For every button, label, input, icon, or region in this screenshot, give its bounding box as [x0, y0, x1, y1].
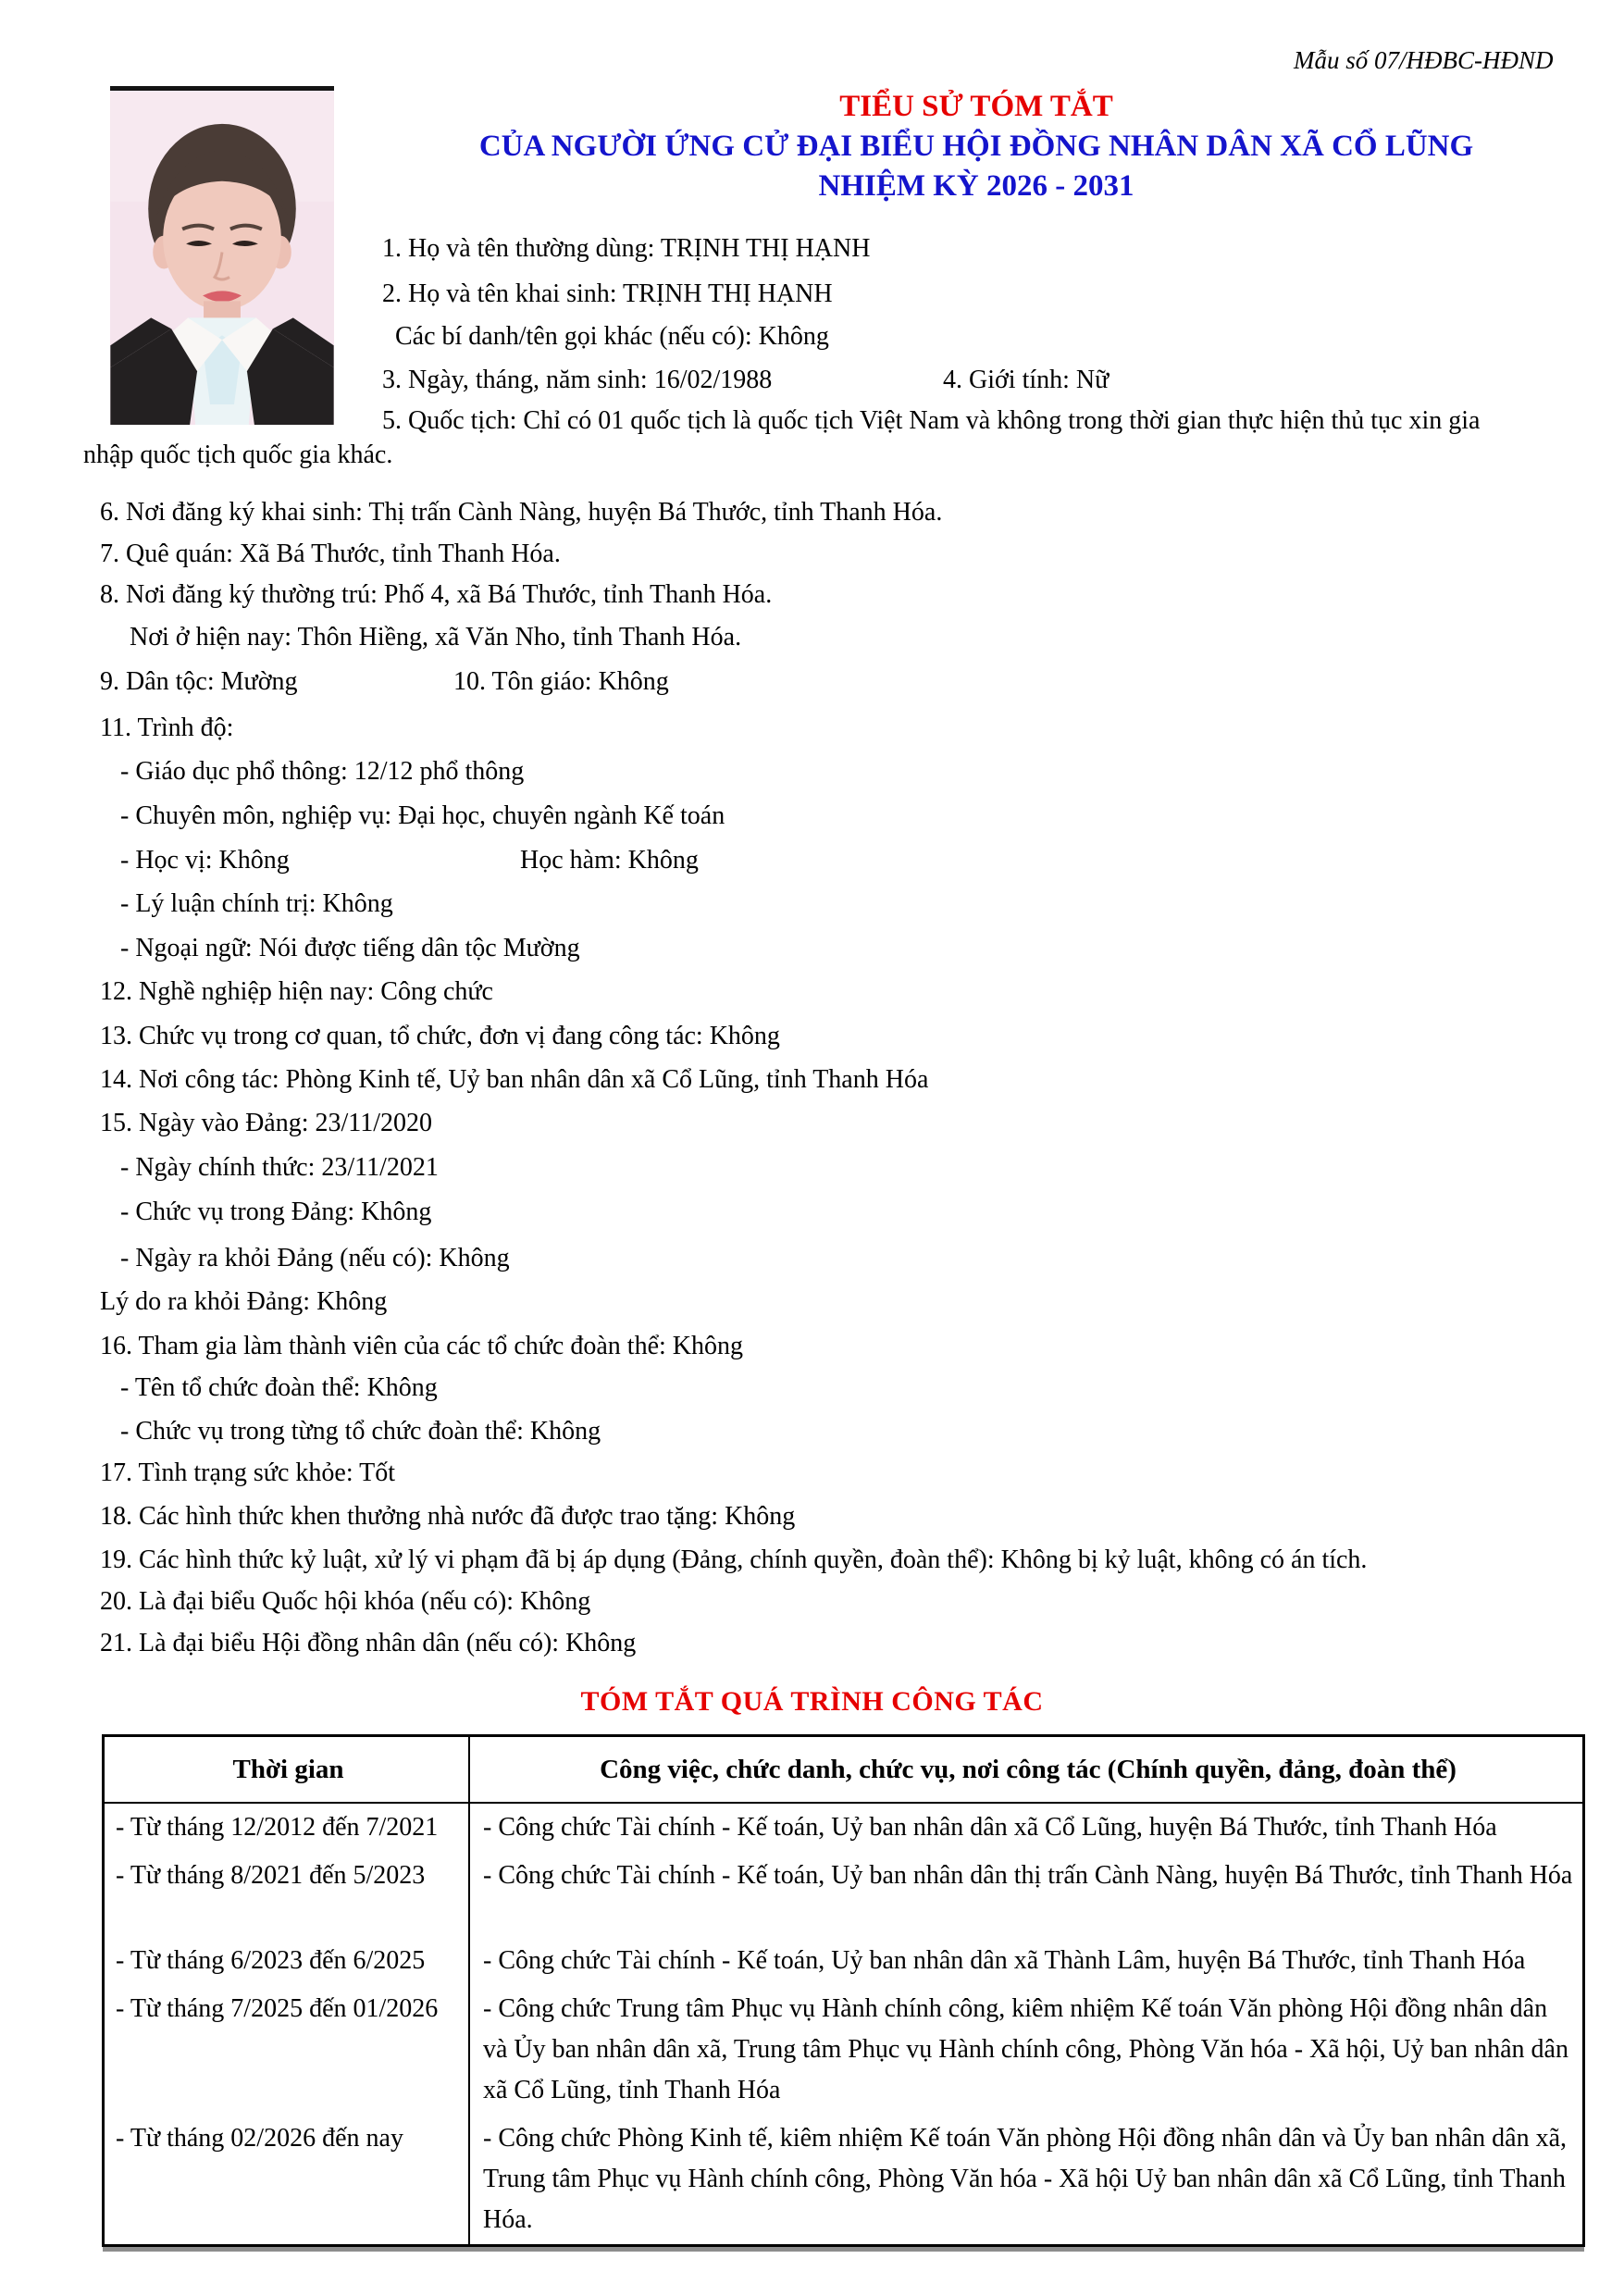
- field-disciplinary-actions: 19. Các hình thức kỷ luật, xử lý vi phạm đã bị áp dụng (Đảng, chính quyền, đoàn thể): Không bị kỷ luật, không có án tích.: [100, 1545, 1368, 1574]
- field-academic-title: Học hàm: Không: [520, 846, 699, 875]
- career-detail-cell: - Công chức Tài chính - Kế toán, Uỷ ban nhân dân xã Cổ Lũng, huyện Bá Thước, tỉnh Thanh Hóa: [483, 1813, 1497, 1842]
- field-peoples-council-delegate: 21. Là đại biểu Hội đồng nhân dân (nếu có): Không: [100, 1629, 637, 1657]
- document-title: [338, 87, 1615, 206]
- field-position-in-organization: 13. Chức vụ trong cơ quan, tổ chức, đơn vị đang công tác: Không: [100, 1022, 780, 1050]
- title-line-2: CỦA NGƯỜI ỨNG CỬ ĐẠI BIỂU HỘI ĐỒNG NHÂN DÂN XÃ CỔ LŨNG: [478, 130, 1474, 163]
- field-state-awards: 18. Các hình thức khen thưởng nhà nước đã được trao tặng: Không: [100, 1502, 796, 1531]
- form-number: Mẫu số 07/HĐBC-HĐND: [1294, 46, 1554, 74]
- field-aliases: Các bí danh/tên gọi khác (nếu có): Không: [395, 322, 829, 351]
- field-party-official-date: - Ngày chính thức: 23/11/2021: [120, 1153, 439, 1182]
- field-birth-date: 3. Ngày, tháng, năm sinh: 16/02/1988: [382, 366, 773, 394]
- field-political-theory: - Lý luận chính trị: Không: [120, 889, 393, 918]
- field-nationality-line1: 5. Quốc tịch: Chỉ có 01 quốc tịch là quốc tịch Việt Nam và không trong thời gian thực hiện thủ tục xin gia: [382, 406, 1481, 435]
- field-hometown: 7. Quê quán: Xã Bá Thước, tỉnh Thanh Hóa.: [100, 540, 561, 568]
- field-workplace: 14. Nơi công tác: Phòng Kinh tế, Uỷ ban nhân dân xã Cổ Lũng, tỉnh Thanh Hóa: [100, 1065, 929, 1094]
- career-table-row: [105, 1937, 1582, 1985]
- career-table: [102, 1734, 1585, 2247]
- career-column-header-detail: Công việc, chức danh, chức vụ, nơi công tác (Chính quyền, đảng, đoàn thể): [600, 1755, 1457, 1784]
- career-detail-cell: - Công chức Tài chính - Kế toán, Uỷ ban nhân dân thị trấn Cành Nàng, huyện Bá Thước, tỉnh Thanh Hóa: [483, 1861, 1573, 1890]
- portrait-photo-illustration: [110, 91, 334, 425]
- field-permanent-residence: 8. Nơi đăng ký thường trú: Phố 4, xã Bá Thước, tỉnh Thanh Hóa.: [100, 580, 773, 609]
- field-union-name: - Tên tổ chức đoàn thể: Không: [120, 1373, 438, 1402]
- field-birth-registration-place: 6. Nơi đăng ký khai sinh: Thị trấn Cành Nàng, huyện Bá Thước, tỉnh Thanh Hóa.: [100, 498, 943, 527]
- field-national-assembly-delegate: 20. Là đại biểu Quốc hội khóa (nếu có): Không: [100, 1587, 591, 1616]
- field-religion: 10. Tôn giáo: Không: [453, 667, 669, 696]
- field-health-status: 17. Tình trạng sức khỏe: Tốt: [100, 1458, 395, 1487]
- field-full-name-common: 1. Họ và tên thường dùng: TRỊNH THỊ HẠNH: [382, 234, 871, 263]
- career-table-row: [105, 1985, 1582, 2115]
- field-birth-name: 2. Họ và tên khai sinh: TRỊNH THỊ HẠNH: [382, 279, 833, 308]
- field-current-residence: Nơi ở hiện nay: Thôn Hiềng, xã Văn Nho, tỉnh Thanh Hóa.: [130, 623, 742, 652]
- field-current-occupation: 12. Nghề nghiệp hiện nay: Công chức: [100, 977, 493, 1006]
- field-gender: 4. Giới tính: Nữ: [943, 366, 1110, 394]
- field-foreign-language: - Ngoại ngữ: Nói được tiếng dân tộc Mường: [120, 934, 580, 962]
- career-table-row: [105, 1804, 1582, 1852]
- career-time-cell: - Từ tháng 12/2012 đến 7/2021: [105, 1804, 470, 1852]
- field-academic-degree: - Học vị: Không: [120, 846, 290, 875]
- field-nationality-line2: nhập quốc tịch quốc gia khác.: [83, 441, 393, 469]
- field-union-membership: 16. Tham gia làm thành viên của các tổ chức đoàn thể: Không: [100, 1332, 743, 1360]
- career-time-cell: - Từ tháng 8/2021 đến 5/2023: [105, 1852, 470, 1937]
- career-table-row: [105, 2115, 1582, 2244]
- career-summary-heading: TÓM TẮT QUÁ TRÌNH CÔNG TÁC: [580, 1686, 1044, 1717]
- field-general-education: - Giáo dục phổ thông: 12/12 phổ thông: [120, 757, 525, 786]
- career-detail-cell: - Công chức Tài chính - Kế toán, Uỷ ban nhân dân xã Thành Lâm, huyện Bá Thước, tỉnh Thanh Hóa: [483, 1946, 1526, 1975]
- field-union-position: - Chức vụ trong từng tổ chức đoàn thể: Không: [120, 1417, 601, 1446]
- career-detail-cell: - Công chức Trung tâm Phục vụ Hành chính công, kiêm nhiệm Kế toán Văn phòng Hội đồng nhân dân và Ủy ban nhân dân xã, Trung tâm Phục vụ Hành chính công, Phòng Văn hóa - Xã hội, Uỷ ban nhân dân xã Cổ Lũng, tỉnh Thanh Hóa: [483, 1994, 1568, 2104]
- field-party-leave-reason: Lý do ra khỏi Đảng: Không: [100, 1287, 388, 1316]
- career-time-cell: - Từ tháng 7/2025 đến 01/2026: [105, 1985, 470, 2115]
- portrait-photo: [110, 86, 334, 425]
- field-ethnicity: 9. Dân tộc: Mường: [100, 667, 298, 696]
- career-column-header-time: Thời gian: [105, 1737, 470, 1802]
- career-time-cell: - Từ tháng 6/2023 đến 6/2025: [105, 1937, 470, 1985]
- career-time-cell: - Từ tháng 02/2026 đến nay: [105, 2115, 470, 2244]
- field-party-leave-date: - Ngày ra khỏi Đảng (nếu có): Không: [120, 1244, 510, 1272]
- field-party-position: - Chức vụ trong Đảng: Không: [120, 1198, 432, 1226]
- career-detail-cell: - Công chức Phòng Kinh tế, kiêm nhiệm Kế toán Văn phòng Hội đồng nhân dân và Ủy ban nhân dân xã, Trung tâm Phục vụ Hành chính công, Phòng Văn hóa - Xã hội Uỷ ban nhân dân xã Cổ Lũng, tỉnh Thanh Hóa.: [483, 2124, 1567, 2234]
- career-table-row: [105, 1852, 1582, 1937]
- field-party-join-date: 15. Ngày vào Đảng: 23/11/2020: [100, 1109, 433, 1137]
- career-table-header-row: [105, 1737, 1582, 1804]
- title-line-1: TIỂU SỬ TÓM TẮT: [839, 90, 1113, 123]
- field-professional-education: - Chuyên môn, nghiệp vụ: Đại học, chuyên ngành Kế toán: [120, 801, 725, 830]
- field-education-heading: 11. Trình độ:: [100, 714, 234, 742]
- title-line-3: NHIỆM KỲ 2026 - 2031: [818, 169, 1134, 203]
